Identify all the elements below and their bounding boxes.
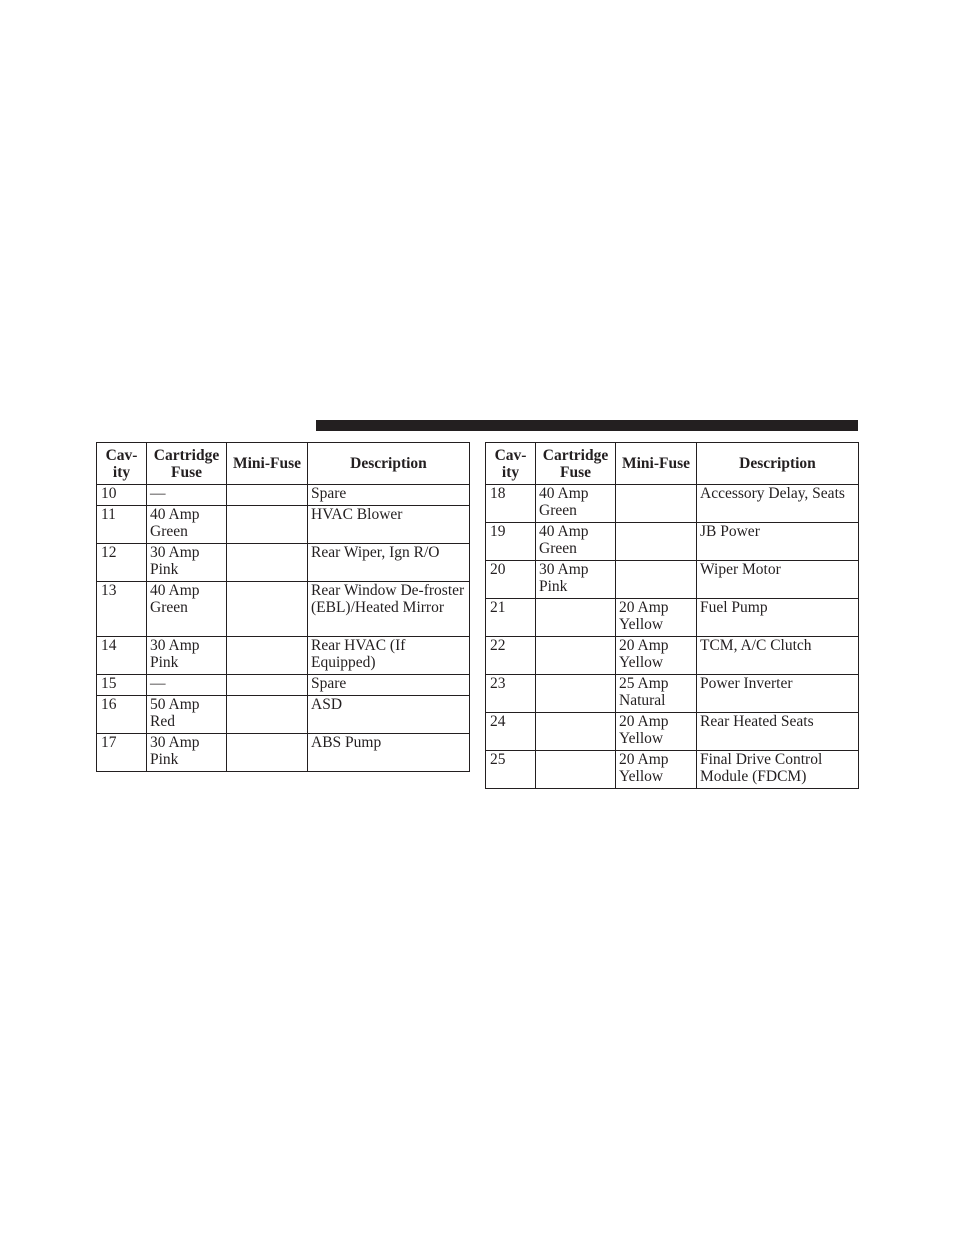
table-row: [486, 599, 859, 637]
cartridge-cell: —: [147, 485, 227, 506]
mini-fuse-cell: 25 Amp Natural: [616, 675, 697, 713]
table-row: [486, 713, 859, 751]
cartridge-cell: 30 Amp Pink: [147, 734, 227, 772]
description-cell: ASD: [308, 696, 470, 734]
description-cell: Rear Wiper, Ign R/O: [308, 544, 470, 582]
cartridge-cell: 30 Amp Pink: [147, 544, 227, 582]
header-cavity: Cav- ity: [486, 443, 536, 485]
cavity-cell: 10: [97, 485, 147, 506]
table-row: [486, 637, 859, 675]
table-row: [97, 734, 470, 772]
description-cell: Power Inverter: [697, 675, 859, 713]
cavity-cell: 25: [486, 751, 536, 789]
mini-fuse-cell: [616, 561, 697, 599]
cartridge-cell: [536, 675, 616, 713]
cavity-cell: 12: [97, 544, 147, 582]
header-mini-fuse: Mini-Fuse: [227, 443, 308, 485]
table-row: [97, 675, 470, 696]
mini-fuse-cell: 20 Amp Yellow: [616, 599, 697, 637]
mini-fuse-cell: 20 Amp Yellow: [616, 751, 697, 789]
description-cell: Accessory Delay, Seats: [697, 485, 859, 523]
cartridge-cell: [536, 751, 616, 789]
cavity-cell: 20: [486, 561, 536, 599]
table-row: [97, 485, 470, 506]
description-cell: Rear Window De-froster (EBL)/Heated Mirror: [308, 582, 470, 637]
header-description: Description: [697, 443, 859, 485]
cavity-cell: 16: [97, 696, 147, 734]
description-cell: Fuel Pump: [697, 599, 859, 637]
cartridge-cell: [536, 713, 616, 751]
cavity-cell: 19: [486, 523, 536, 561]
description-cell: JB Power: [697, 523, 859, 561]
description-cell: Final Drive Control Module (FDCM): [697, 751, 859, 789]
header-description: Description: [308, 443, 470, 485]
cartridge-cell: 30 Amp Pink: [536, 561, 616, 599]
cavity-cell: 17: [97, 734, 147, 772]
mini-fuse-cell: 20 Amp Yellow: [616, 637, 697, 675]
header-cartridge-fuse: Cartridge Fuse: [536, 443, 616, 485]
header-cartridge-fuse: Cartridge Fuse: [147, 443, 227, 485]
table-header-row: [486, 443, 859, 485]
mini-fuse-cell: [616, 523, 697, 561]
table-row: [97, 582, 470, 637]
table-row: [97, 637, 470, 675]
cartridge-cell: 40 Amp Green: [536, 485, 616, 523]
mini-fuse-cell: [227, 485, 308, 506]
cartridge-cell: [536, 599, 616, 637]
cartridge-cell: 30 Amp Pink: [147, 637, 227, 675]
fuse-table-right: [485, 442, 859, 789]
table-row: [97, 506, 470, 544]
cartridge-cell: —: [147, 675, 227, 696]
cavity-cell: 23: [486, 675, 536, 713]
mini-fuse-cell: [227, 544, 308, 582]
table-row: [97, 544, 470, 582]
mini-fuse-cell: 20 Amp Yellow: [616, 713, 697, 751]
cartridge-cell: [536, 637, 616, 675]
cavity-cell: 18: [486, 485, 536, 523]
description-cell: Wiper Motor: [697, 561, 859, 599]
table-row: [486, 751, 859, 789]
mini-fuse-cell: [616, 485, 697, 523]
table-row: [486, 523, 859, 561]
description-cell: Spare: [308, 485, 470, 506]
header-cavity: Cav- ity: [97, 443, 147, 485]
cavity-cell: 21: [486, 599, 536, 637]
cavity-cell: 22: [486, 637, 536, 675]
cartridge-cell: 40 Amp Green: [147, 582, 227, 637]
header-mini-fuse: Mini-Fuse: [616, 443, 697, 485]
cavity-cell: 11: [97, 506, 147, 544]
description-cell: HVAC Blower: [308, 506, 470, 544]
mini-fuse-cell: [227, 506, 308, 544]
description-cell: TCM, A/C Clutch: [697, 637, 859, 675]
cartridge-cell: 50 Amp Red: [147, 696, 227, 734]
cavity-cell: 14: [97, 637, 147, 675]
description-cell: Rear Heated Seats: [697, 713, 859, 751]
mini-fuse-cell: [227, 582, 308, 637]
mini-fuse-cell: [227, 637, 308, 675]
fuse-table-left: [96, 442, 470, 772]
cavity-cell: 13: [97, 582, 147, 637]
cavity-cell: 24: [486, 713, 536, 751]
description-cell: ABS Pump: [308, 734, 470, 772]
cartridge-cell: 40 Amp Green: [147, 506, 227, 544]
cavity-cell: 15: [97, 675, 147, 696]
table-row: [486, 675, 859, 713]
cartridge-cell: 40 Amp Green: [536, 523, 616, 561]
table-row: [486, 485, 859, 523]
table-header-row: [97, 443, 470, 485]
description-cell: Rear HVAC (If Equipped): [308, 637, 470, 675]
description-cell: Spare: [308, 675, 470, 696]
mini-fuse-cell: [227, 675, 308, 696]
table-row: [97, 696, 470, 734]
mini-fuse-cell: [227, 696, 308, 734]
section-rule: [316, 420, 858, 431]
table-row: [486, 561, 859, 599]
mini-fuse-cell: [227, 734, 308, 772]
